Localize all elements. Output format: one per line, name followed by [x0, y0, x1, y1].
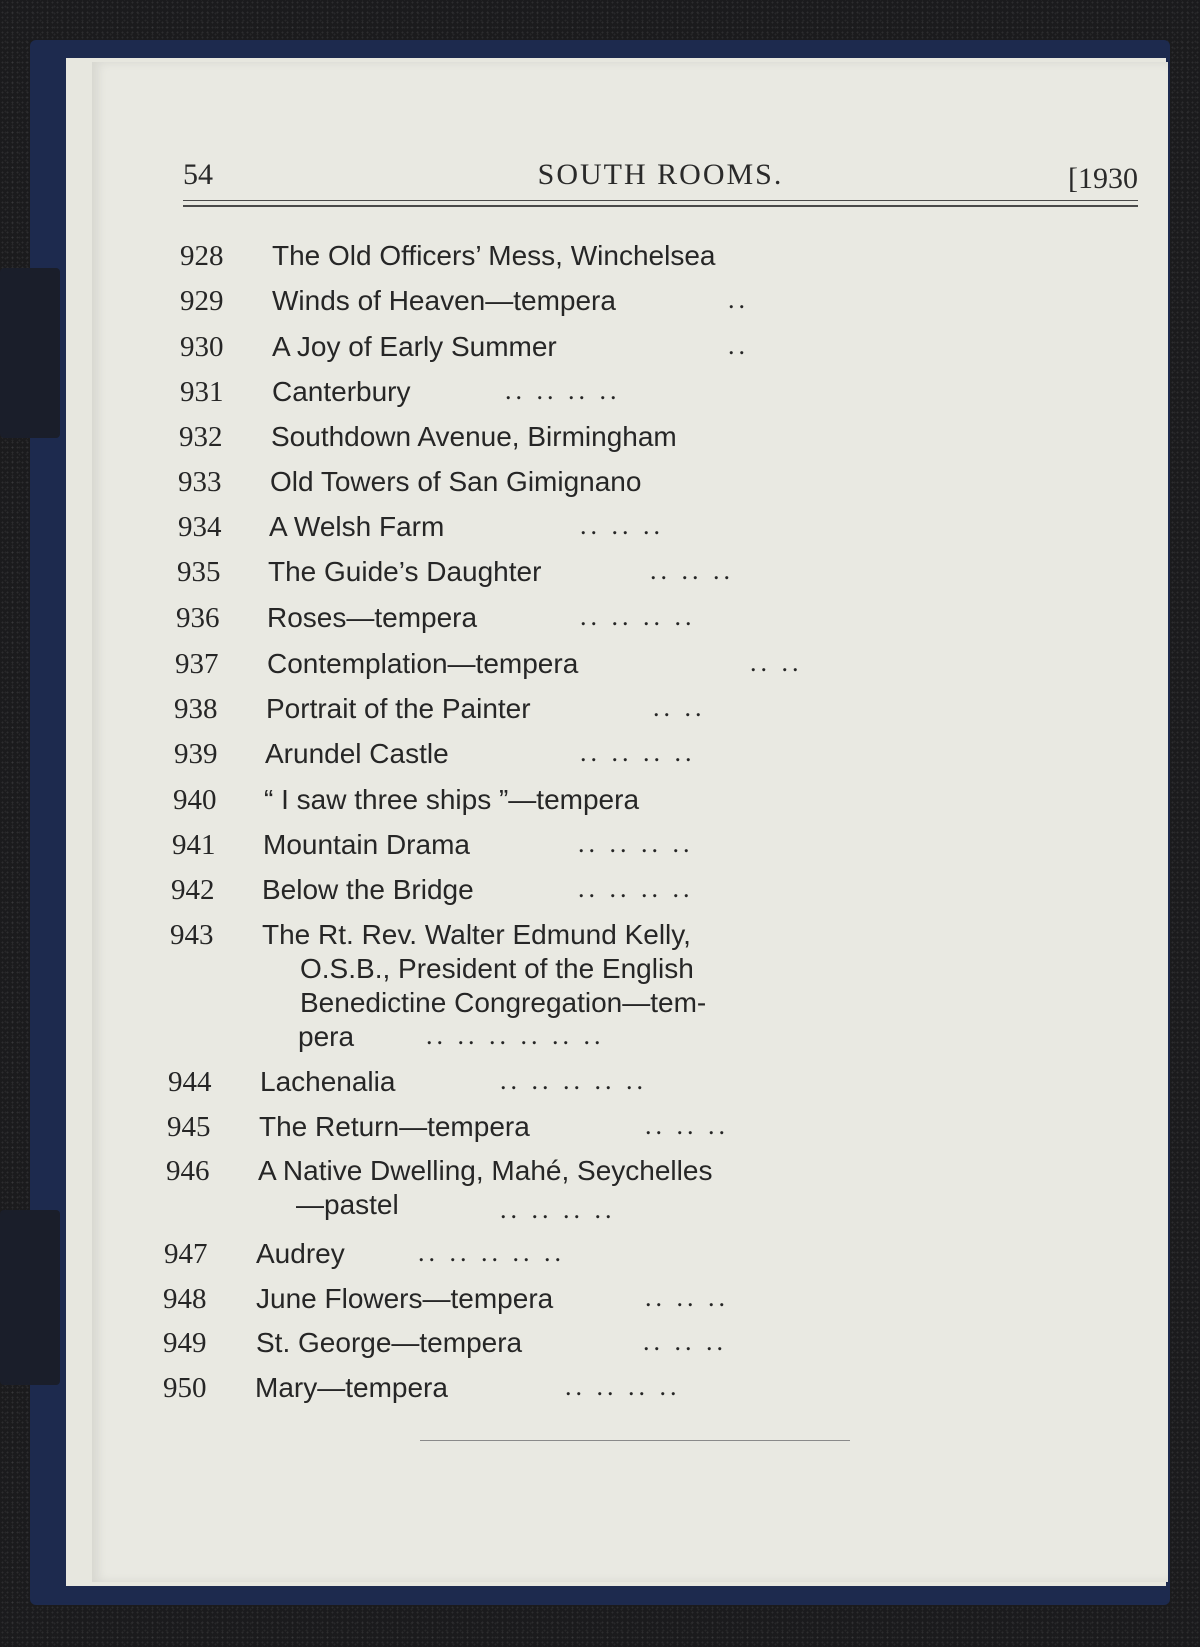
entry-title: Winds of Heaven—tempera	[272, 285, 616, 316]
entry-number: 944	[168, 1066, 212, 1098]
entry-number: 934	[178, 511, 222, 543]
entry-number: 929	[180, 285, 224, 317]
entry-title: Old Towers of San Gimignano	[270, 466, 642, 497]
entry-title: Canterbury	[272, 376, 411, 407]
entry-leader-dots: .. .. .. .. ..	[500, 1066, 647, 1095]
entry-leader-dots: ..	[728, 285, 749, 314]
entry-title: Lachenalia	[260, 1066, 396, 1097]
entry-leader-dots: .. .. ..	[580, 511, 664, 540]
entry-number: 935	[177, 556, 221, 588]
footer-rule	[420, 1440, 850, 1441]
entry-number: 933	[178, 466, 222, 498]
entry-title: Contemplation—tempera	[267, 648, 579, 679]
entry-number: 943	[170, 919, 214, 951]
entry-title: A Welsh Farm	[269, 511, 445, 542]
entry-number: 949	[163, 1327, 207, 1359]
entry-title: Below the Bridge	[262, 874, 474, 905]
entry-leader-dots: .. .. .. ..	[500, 1195, 616, 1224]
entry-leader-dots: .. .. ..	[645, 1111, 729, 1140]
entry-leader-dots: .. .. .. ..	[578, 874, 694, 903]
entry-title-line4: pera	[298, 1021, 355, 1052]
entry-title: Southdown Avenue, Birmingham	[271, 421, 677, 452]
entry-leader-dots: .. .. .. ..	[580, 602, 696, 631]
entry-title-line3: Benedictine Congregation—tem-	[300, 987, 707, 1018]
entry-leader-dots: ..	[728, 331, 749, 360]
entry-title: “ I saw three ships ”—tempera	[264, 784, 640, 815]
entry-title: Roses—tempera	[267, 602, 478, 633]
entry-number: 942	[171, 874, 215, 906]
entry-number: 945	[167, 1111, 211, 1143]
entry-leader-dots: .. .. ..	[650, 556, 734, 585]
entry-leader-dots: .. ..	[750, 648, 803, 677]
entry-number: 931	[180, 376, 224, 408]
entry-leader-dots: .. .. .. .. .. ..	[426, 1021, 605, 1050]
entry-title: Arundel Castle	[265, 738, 449, 769]
entry-leader-dots: .. .. ..	[645, 1283, 729, 1312]
entry-leader-dots: .. .. .. .. ..	[418, 1238, 565, 1267]
section-title: SOUTH ROOMS.	[537, 158, 784, 191]
entry-number: 932	[179, 421, 223, 453]
entry-leader-dots: .. .. .. ..	[578, 829, 694, 858]
entry-number: 930	[180, 331, 224, 363]
entry-title: Portrait of the Painter	[266, 693, 531, 724]
entry-title: St. George—tempera	[256, 1327, 523, 1358]
entry-title-line2: O.S.B., President of the English	[300, 953, 694, 984]
entry-number: 937	[175, 648, 219, 680]
entry-number: 938	[174, 693, 218, 725]
entry-title: A Native Dwelling, Mahé, Seychelles	[258, 1155, 713, 1186]
entry-leader-dots: .. .. .. ..	[565, 1372, 681, 1401]
entry-title: Audrey	[256, 1238, 345, 1269]
entry-leader-dots: .. ..	[653, 693, 706, 722]
entry-number: 939	[174, 738, 218, 770]
year-label: [1930	[1068, 162, 1138, 195]
entry-title: The Rt. Rev. Walter Edmund Kelly,	[262, 919, 691, 950]
entry-title: The Return—tempera	[259, 1111, 530, 1142]
page-number: 54	[183, 158, 213, 191]
entry-title: Mountain Drama	[263, 829, 470, 860]
entry-title: Mary—tempera	[255, 1372, 448, 1403]
entry-number: 947	[164, 1238, 208, 1270]
entry-title: A Joy of Early Summer	[272, 331, 557, 362]
entry-leader-dots: .. .. .. ..	[505, 376, 621, 405]
entry-number: 946	[166, 1155, 210, 1187]
entry-number: 950	[163, 1372, 207, 1404]
entry-leader-dots: .. .. .. ..	[580, 738, 696, 767]
entry-title-line2: —pastel	[296, 1189, 399, 1220]
entry-title: The Old Officers’ Mess, Winchelsea	[272, 240, 716, 271]
entry-leader-dots: .. .. ..	[643, 1327, 727, 1356]
entry-title: The Guide’s Daughter	[268, 556, 542, 587]
entry-number: 948	[163, 1283, 207, 1315]
entry-title: June Flowers—tempera	[256, 1283, 554, 1314]
entry-number: 928	[180, 240, 224, 272]
entry-number: 941	[172, 829, 216, 861]
entry-number: 940	[173, 784, 217, 816]
entry-number: 936	[176, 602, 220, 634]
